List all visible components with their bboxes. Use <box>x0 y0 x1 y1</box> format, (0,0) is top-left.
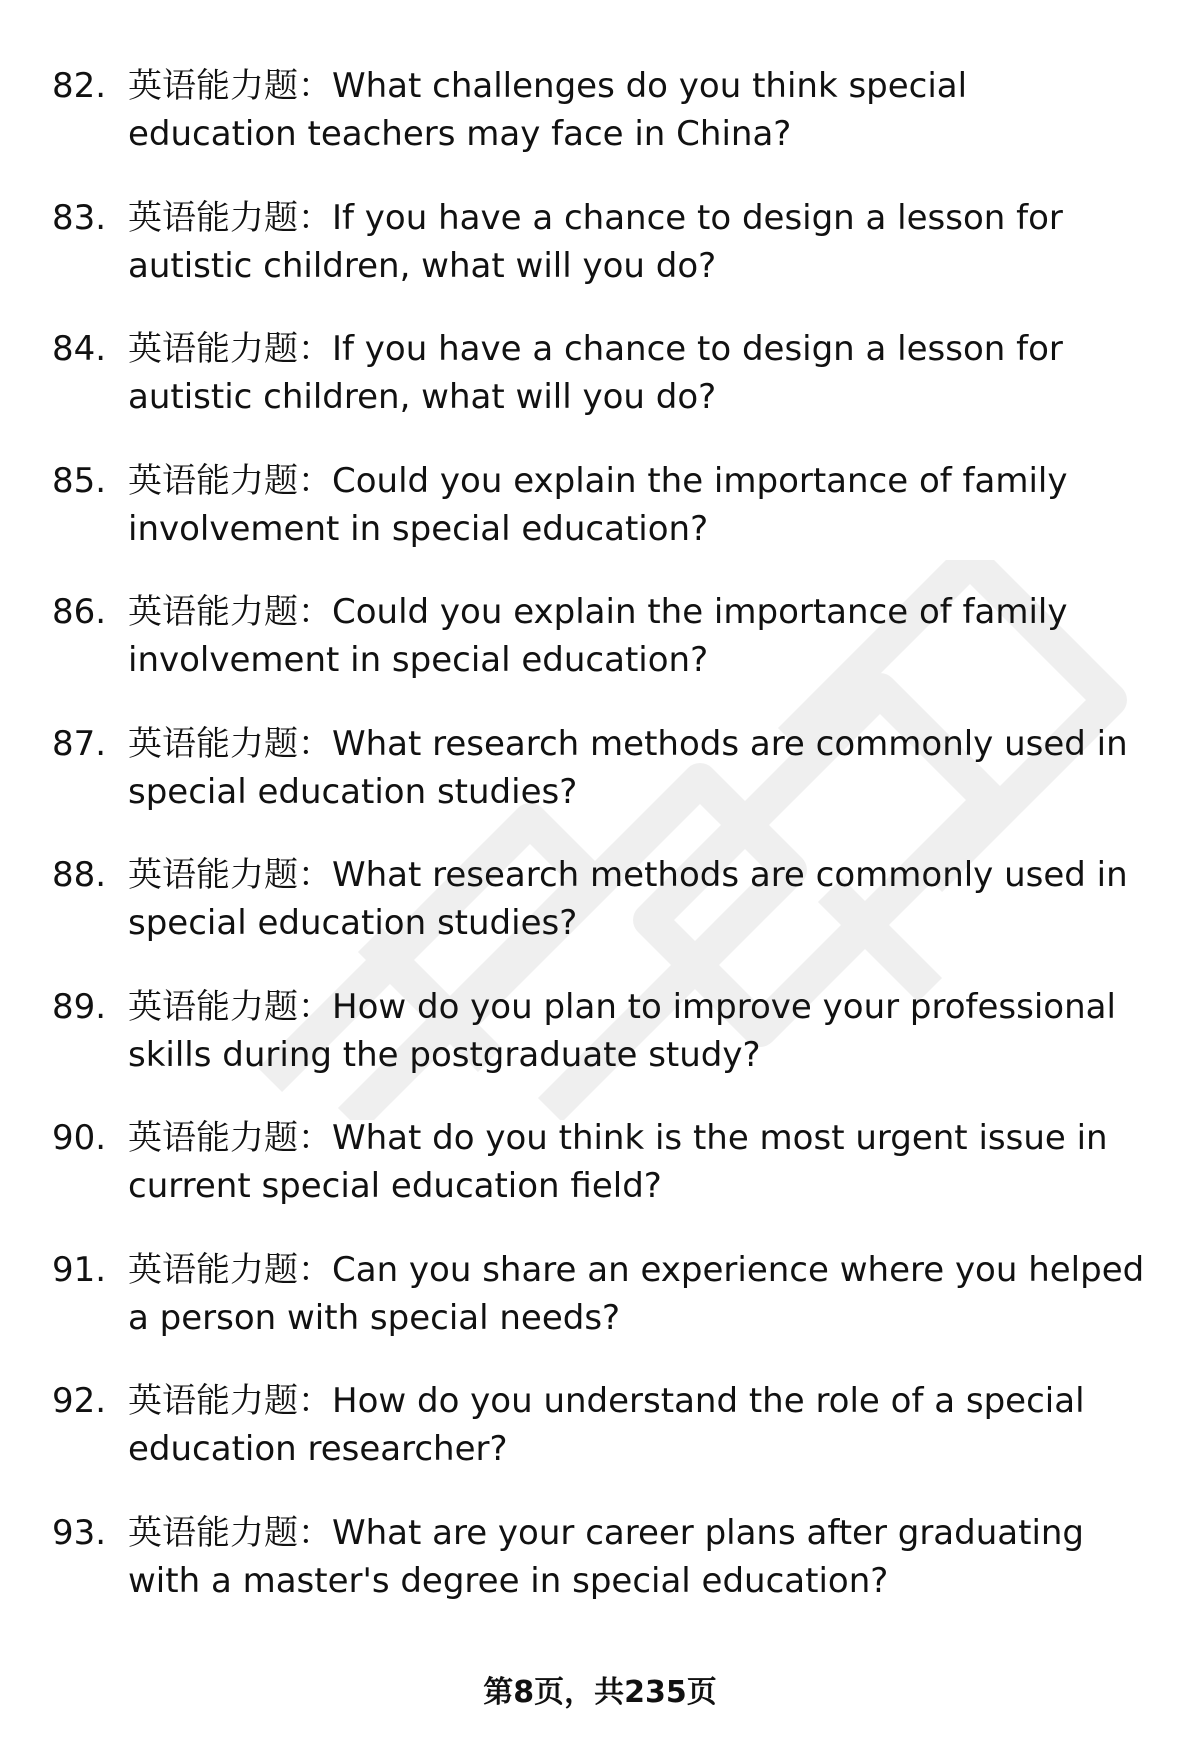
question-item <box>52 194 1162 326</box>
question-text-line: 英语能力题：Could you explain the importance of family <box>128 460 1068 501</box>
question-number: 90. <box>52 1118 107 1158</box>
question-text-line: special education studies? <box>128 771 578 812</box>
question-text-line: 英语能力题：What research methods are commonly used in <box>128 855 1128 895</box>
question-text-line: 英语能力题：What challenges do you think special <box>128 66 968 106</box>
question-text-line: education teachers may face in China? <box>128 114 792 154</box>
question-item <box>52 1114 1162 1246</box>
question-text-line: autistic children, what will you do? <box>128 245 717 286</box>
question-text-line: autistic children, what will you do? <box>128 377 717 417</box>
question-item <box>52 720 1162 852</box>
question-text-line: education researcher? <box>128 1429 508 1469</box>
question-number: 93. <box>52 1512 107 1553</box>
question-text <box>128 1509 1200 1605</box>
question-item <box>52 457 1162 589</box>
question-text <box>128 720 1200 816</box>
question-text-line: involvement in special education? <box>128 640 709 680</box>
question-number: 82. <box>52 66 107 106</box>
question-text-line: 英语能力题：Can you share an experience where you helped <box>128 1249 1145 1290</box>
question-text <box>128 1114 1200 1210</box>
page-footer <box>0 1673 1200 1713</box>
question-number: 86. <box>52 592 107 632</box>
question-number: 84. <box>52 329 107 369</box>
question-text-line: 英语能力题：What are your career plans after graduating <box>128 1512 1085 1553</box>
question-item <box>52 983 1162 1115</box>
question-text-line: 英语能力题：If you have a chance to design a lesson for <box>128 329 1063 369</box>
question-text-line: 英语能力题：If you have a chance to design a lesson for <box>128 197 1063 238</box>
question-text <box>128 62 1200 158</box>
question-text-line: involvement in special education? <box>128 508 709 549</box>
question-text <box>128 457 1200 553</box>
question-text-line: a person with special needs? <box>128 1297 621 1338</box>
question-text <box>128 194 1200 290</box>
question-text-line: 英语能力题：What do you think is the most urgent issue in <box>128 1118 1108 1158</box>
question-text-line: 英语能力题：How do you plan to improve your professional <box>128 986 1116 1027</box>
page-number-label: 第8页，共235页 <box>483 1675 717 1710</box>
question-item <box>52 1509 1162 1641</box>
question-text-line: 英语能力题：Could you explain the importance of family <box>128 592 1068 632</box>
question-number: 87. <box>52 723 107 764</box>
question-item <box>52 1246 1162 1378</box>
question-item <box>52 62 1162 194</box>
question-item <box>52 588 1162 720</box>
question-number: 89. <box>52 986 107 1027</box>
question-number: 88. <box>52 855 107 895</box>
question-text <box>128 588 1200 684</box>
question-text-line: skills during the postgraduate study? <box>128 1034 761 1075</box>
question-text-line: with a master's degree in special education? <box>128 1560 889 1601</box>
question-text <box>128 983 1200 1079</box>
question-text <box>128 1377 1200 1473</box>
question-item <box>52 851 1162 983</box>
question-number: 91. <box>52 1249 107 1290</box>
question-number: 92. <box>52 1381 107 1421</box>
question-text-line: 英语能力题：How do you understand the role of a special <box>128 1381 1085 1421</box>
question-number: 85. <box>52 460 107 501</box>
question-text-line: current special education field? <box>128 1166 662 1206</box>
question-list <box>52 62 1162 1640</box>
question-text <box>128 1246 1200 1342</box>
question-text <box>128 325 1200 421</box>
question-text-line: special education studies? <box>128 903 578 943</box>
question-text <box>128 851 1200 947</box>
question-number: 83. <box>52 197 107 238</box>
question-item <box>52 1377 1162 1509</box>
question-text-line: 英语能力题：What research methods are commonly used in <box>128 723 1128 764</box>
question-item <box>52 325 1162 457</box>
